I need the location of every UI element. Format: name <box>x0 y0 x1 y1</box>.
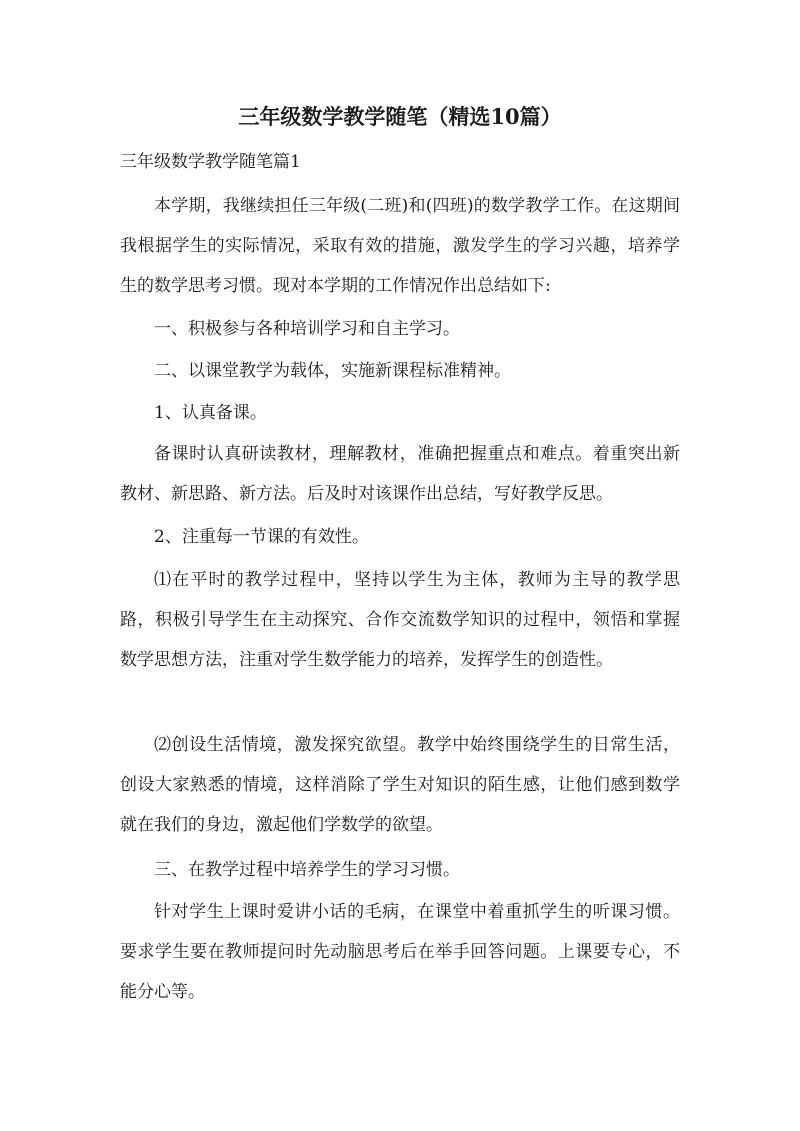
paragraph-heading-1: 一、积极参与各种培训学习和自主学习。 <box>154 319 460 339</box>
paragraph-point-1: ⑴在平时的教学过程中，坚持以学生为主体，教师为主导的教学思路，积极引导学生在主动探究、合作交流数学知识的过程中，领悟和掌握数学思想方法，注重对学生数学能力的培养，发挥学生的创造性。 <box>120 570 680 670</box>
paragraph-point-2: ⑵创设生活情境，激发探究欲望。教学中始终围绕学生的日常生活，创设大家熟悉的情境，这样消除了学生对知识的陌生感，让他们感到数学就在我们的身边，激起他们学数学的欲望。 <box>120 735 680 835</box>
paragraph-lesson-prep: 备课时认真研读教材，理解教材，准确把握重点和难点。着重突出新教材、新思路、新方法。后及时对该课作出总结，写好教学反思。 <box>120 444 680 504</box>
document-title: 三年级数学教学随笔（精选10篇） <box>238 104 562 129</box>
paragraph-heading-3: 三、在教学过程中培养学生的学习习惯。 <box>154 860 460 880</box>
paragraph-subheading-2: 2、注重每一节课的有效性。 <box>154 527 369 547</box>
paragraph-habits: 针对学生上课时爱讲小话的毛病，在课堂中着重抓学生的听课习惯。要求学生要在教师提问时先动脑思考后在举手回答问题。上课要专心，不能分心等。 <box>120 902 680 1002</box>
paragraph-intro: 本学期，我继续担任三年级(二班)和(四班)的数学教学工作。在这期间我根据学生的实际情况，采取有效的措施，激发学生的学习兴趣，培养学生的数学思考习惯。现对本学期的工作情况作出总结如下: <box>120 196 680 296</box>
paragraph-subheading-1: 1、认真备课。 <box>154 403 267 423</box>
section-heading: 三年级数学教学随笔篇1 <box>120 152 301 172</box>
paragraph-heading-2: 二、以课堂教学为载体，实施新课程标准精神。 <box>154 361 511 381</box>
